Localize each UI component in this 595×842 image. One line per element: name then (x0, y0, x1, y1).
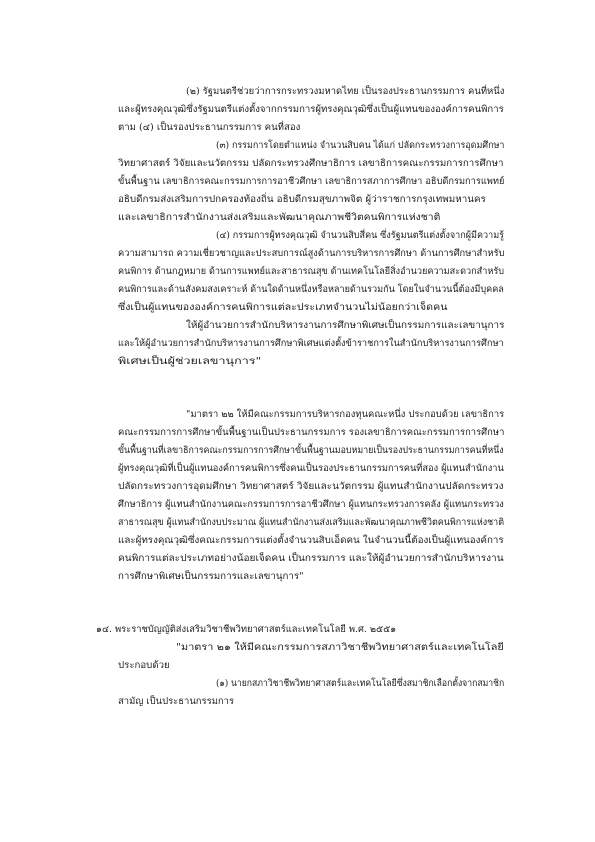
paragraph-line: และเลขาธิการสำนักงานส่งเสริมและพัฒนาคุณภาพชีวิตคนพิการแห่งชาติ (118, 212, 441, 223)
paragraph-line: ซึ่งเป็นผู้แทนขององค์การคนพิการแต่ละประเภทจำนวนไม่น้อยกว่าเจ็ดคน (118, 302, 448, 313)
paragraph-line: คนพิการ ด้านกฎหมาย ด้านการแพทย์และสาธารณสุข ด้านเทคโนโลยีสิ่งอำนวยความสะดวกสำหรับ (118, 266, 505, 277)
paragraph-line: "มาตรา ๒๑ ให้มีคณะกรรมการสภาวิชาชีพวิทยาศาสตร์และเทคโนโลยี (176, 642, 504, 653)
paragraph-line: (๔) กรรมการผู้ทรงคุณวุฒิ จำนวนสิบสี่คน ซึ่งรัฐมนตรีแต่งตั้งจากผู้มีความรู้ (216, 230, 505, 241)
paragraph-line: คณะกรรมการการศึกษาขั้นพื้นฐานเป็นประธานกรรมการ รองเลขาธิการคณะกรรมการการศึกษา (118, 427, 505, 438)
paragraph-line: การศึกษาพิเศษเป็นกรรมการและเลขานุการ" (118, 571, 304, 582)
paragraph-line: พิเศษเป็นผู้ช่วยเลขานุการ" (118, 356, 262, 367)
paragraph-line: ปลัดกระทรวงการอุดมศึกษา วิทยาศาสตร์ วิจัยและนวัตกรรม ผู้แทนสำนักงานปลัดกระทรวง (118, 481, 504, 492)
paragraph-line: "มาตรา ๒๒ ให้มีคณะกรรมการบริหารกองทุนคณะหนึ่ง ประกอบด้วย เลขาธิการ (186, 409, 505, 420)
paragraph-line: คนพิการและด้านสังคมสงเคราะห์ ด้านใดด้านหนึ่งหรือหลายด้านรวมกัน โดยในจำนวนนี้ต้องมีบุคคล (118, 284, 504, 295)
paragraph-line: (๓) กรรมการโดยตำแหน่ง จำนวนสิบคน ได้แก่ ปลัดกระทรวงการอุดมศึกษา (216, 140, 505, 151)
paragraph-line: ศึกษาธิการ ผู้แทนสำนักงานคณะกรรมการการอาชีวศึกษา ผู้แทนกระทรวงการคลัง ผู้แทนกระทรวง (118, 499, 504, 510)
paragraph-line: และผู้ทรงคุณวุฒิซึ่งคณะกรรมการแต่งตั้งจำนวนสิบเอ็ดคน ในจำนวนนี้ต้องเป็นผู้แทนองค์การ (118, 535, 504, 546)
paragraph-line: ขั้นพื้นฐานที่เลขาธิการคณะกรรมการการศึกษาขั้นพื้นฐานมอบหมายเป็นรองประธานกรรมการคนที่หนึ่ง (118, 445, 504, 456)
paragraph-line: สามัญ เป็นประธานกรรมการ (118, 696, 235, 707)
paragraph-line: ตาม (๔) เป็นรองประธานกรรมการ คนที่สอง (118, 122, 301, 133)
section-heading: ๑๔. พระราชบัญญัติส่งเสริมวิชาชีพวิทยาศาสตร์และเทคโนโลยี พ.ศ. ๒๕๕๑ (96, 624, 397, 635)
paragraph-line: สาธารณสุข ผู้แทนสำนักงบประมาณ ผู้แทนสำนักงานส่งเสริมและพัฒนาคุณภาพชีวิตคนพิการแห่งชาติ (118, 517, 505, 528)
paragraph-line: ให้ผู้อำนวยการสำนักบริหารงานการศึกษาพิเศษเป็นกรรมการและเลขานุการ (186, 320, 505, 331)
paragraph-line: อธิบดีกรมส่งเสริมการปกครองท้องถิ่น อธิบดีกรมสุขภาพจิต ผู้ว่าราชการกรุงเทพมหานคร (118, 194, 486, 205)
paragraph-line: คนพิการแต่ละประเภทอย่างน้อยเจ็ดคน เป็นกรรมการ และให้ผู้อำนวยการสำนักบริหารงาน (118, 553, 504, 564)
paragraph-line: (๑) นายกสภาวิชาชีพวิทยาศาสตร์และเทคโนโลยีซึ่งสมาชิกเลือกตั้งจากสมาชิก (216, 678, 505, 689)
paragraph-line: ขั้นพื้นฐาน เลขาธิการคณะกรรมการการอาชีวศึกษา เลขาธิการสภาการศึกษา อธิบดีกรมการแพทย์ (118, 176, 505, 187)
paragraph-line: (๒) รัฐมนตรีช่วยว่าการกระทรวงมหาดไทย เป็นรองประธานกรรมการ คนที่หนึ่ง (186, 86, 505, 97)
paragraph-line: วิทยาศาสตร์ วิจัยและนวัตกรรม ปลัดกระทรวงศึกษาธิการ เลขาธิการคณะกรรมการการศึกษา (118, 158, 504, 169)
paragraph-line: ความสามารถ ความเชี่ยวชาญและประสบการณ์สูงด้านการบริหารการศึกษา ด้านการศึกษาสำหรับ (118, 248, 505, 259)
paragraph-line: ประกอบด้วย (118, 660, 170, 671)
paragraph-line: ผู้ทรงคุณวุฒิที่เป็นผู้แทนองค์การคนพิการซึ่งคนเป็นรองประธานกรรมการคนที่สอง ผู้แทนสำนักงาน (118, 463, 504, 474)
paragraph-line: และให้ผู้อำนวยการสำนักบริหารงานการศึกษาพิเศษแต่งตั้งข้าราชการในสำนักบริหารงานการศึกษา (118, 338, 504, 349)
paragraph-line: และผู้ทรงคุณวุฒิซึ่งรัฐมนตรีแต่งตั้งจากกรรมการผู้ทรงคุณวุฒิซึ่งเป็นผู้แทนขององค์การคนพิการ (118, 104, 504, 115)
